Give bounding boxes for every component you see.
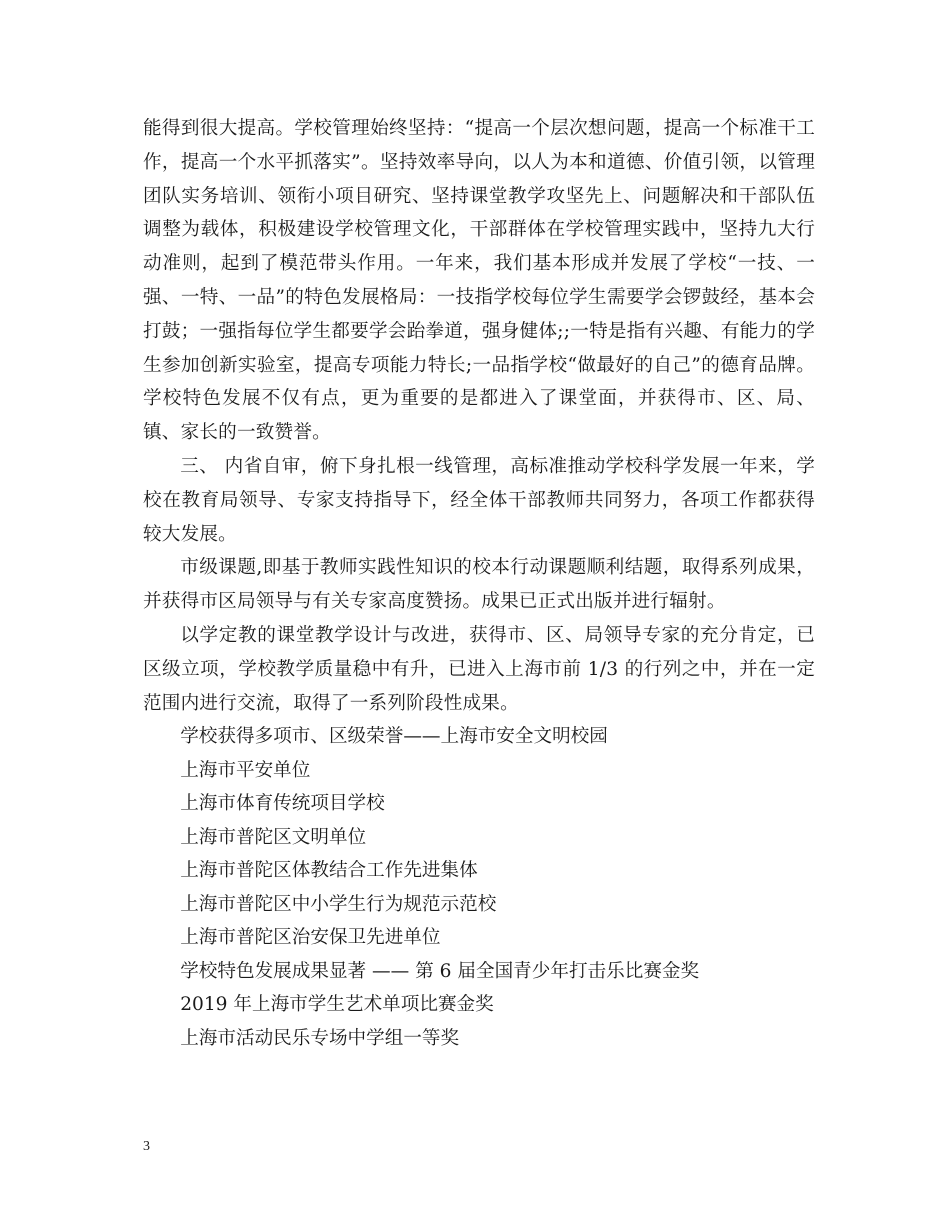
- list-item: 上海市平安单位: [180, 759, 311, 781]
- paragraph-management: 能得到很大提高。学校管理始终坚持：“提高一个层次想问题，提高一个标准干工作，提高一个水平抓落实”。坚持效率导向，以人为本和道德、价值引领，以管理团队实务培训、领衔小项目研究、坚持课堂教学攻坚先上、问题解决和干部队伍调整为载体，积极建设学校管理文化，干部群体在学校管理实践中，坚持九大行动准则，起到了模范带头作用。一年来，我们基本形成并发展了学校“一技、一强、一特、一品”的特色发展格局：一技指学校每位学生需要学会锣鼓经，基本会打鼓；一强指每位学生都要学会跆拳道，强身健体;;一特是指有兴趣、有能力的学生参加创新实验室，提高专项能力特长;一品指学校“做最好的自己”的德育品牌。学校特色发展不仅有点，更为重要的是都进入了课堂面，并获得市、区、局、镇、家长的一致赞誉。: [143, 118, 815, 444]
- paragraph-section-three: 三、 内省自审，俯下身扎根一线管理，高标准推动学校科学发展一年来，学校在教育局领导、专家支持指导下，经全体干部教师共同努力，各项工作都获得较大发展。: [143, 455, 815, 545]
- page-body: [143, 112, 815, 1055]
- list-item: 上海市普陀区治安保卫先进单位: [180, 927, 441, 949]
- list-item: 学校特色发展成果显著 —— 第 6 届全国青少年打击乐比赛金奖: [180, 960, 700, 982]
- list-item: 上海市活动民乐专场中学组一等奖: [180, 1027, 460, 1049]
- list-item: 学校获得多项市、区级荣誉——上海市安全文明校园: [180, 726, 608, 748]
- list-item: 上海市普陀区中小学生行为规范示范校: [180, 893, 497, 915]
- honors-list: [143, 720, 815, 1055]
- list-item: 2019 年上海市学生艺术单项比赛金奖: [180, 994, 494, 1016]
- paragraph-teaching-design: 以学定教的课堂教学设计与改进，获得市、区、局领导专家的充分肯定，已区级立项，学校教学质量稳中有升，已进入上海市前 1/3 的行列之中，并在一定范围内进行交流，取得了一系列阶段性成果。: [143, 624, 815, 714]
- list-item: 上海市普陀区体教结合工作先进集体: [180, 860, 478, 882]
- paragraph-city-project: 市级课题,即基于教师实践性知识的校本行动课题顺利结题，取得系列成果，并获得市区局领导与有关专家高度赞扬。成果已正式出版并进行辐射。: [143, 557, 815, 613]
- list-item: 上海市体育传统项目学校: [180, 793, 385, 815]
- list-item: 上海市普陀区文明单位: [180, 826, 367, 848]
- page-number: 3: [143, 1139, 150, 1154]
